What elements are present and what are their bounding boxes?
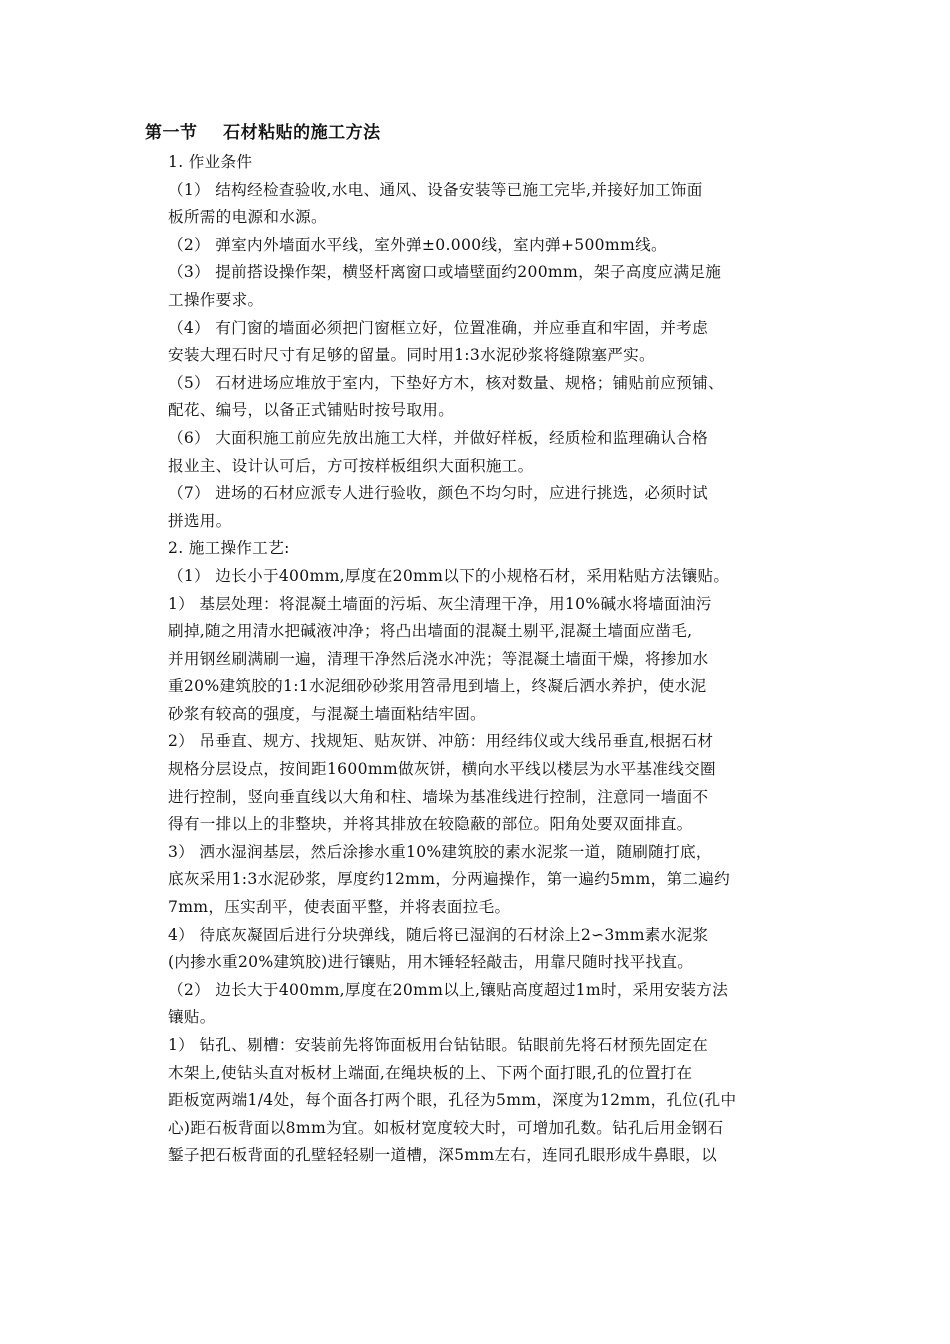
text-line: 镶贴。 — [168, 1008, 216, 1027]
text-line: 板所需的电源和水源。 — [168, 208, 327, 227]
text-line: 1. 作业条件 — [168, 153, 253, 171]
text-line: 拼选用。 — [168, 511, 232, 530]
text-line: （1） 结构经检查验收,水电、通风、设备安装等已施工完毕,并接好加工饰面 — [168, 180, 703, 199]
text-line: 2. 施工操作工艺: — [168, 539, 290, 558]
text-line: （5） 石材进场应堆放于室内，下垫好方木，核对数量、规格；铺贴前应预铺、 — [168, 373, 724, 392]
text-line: 1） 钻孔、剔槽：安装前先将饰面板用台钻钻眼。钻眼前先将石材预先固定在 — [168, 1036, 708, 1054]
text-line: （7） 进场的石材应派专人进行验收，颜色不均匀时，应进行挑选，必须时试 — [168, 484, 708, 503]
text-line: 木架上,使钻头直对板材上端面,在绳块板的上、下两个面打眼,孔的位置打在 — [168, 1063, 693, 1082]
text-line: 7mm，压实刮平，使表面平整，并将表面拉毛。 — [168, 898, 511, 917]
body-text — [168, 149, 808, 1170]
text-line: 配花、编号，以备正式铺贴时按号取用。 — [168, 401, 455, 420]
text-line: 进行控制，竖向垂直线以大角和柱、墙垛为基准线进行控制，注意同一墙面不 — [168, 787, 709, 806]
text-line: 工操作要求。 — [168, 290, 264, 309]
text-line: 底灰采用1:3水泥砂浆，厚度约12mm，分两遍操作，第一遍约5mm，第二遍约 — [168, 870, 731, 889]
text-line: 报业主、设计认可后，方可按样板组织大面积施工。 — [168, 456, 534, 475]
text-line: （4） 有门窗的墙面必须把门窗框立好，位置准确，并应垂直和牢固，并考虑 — [168, 318, 708, 337]
text-line: 规格分层设点，按间距1600mm做灰饼，横向水平线以楼层为水平基准线交圈 — [168, 760, 716, 779]
text-line: 1） 基层处理：将混凝土墙面的污垢、灰尘清理干净，用10%碱水将墙面油污 — [168, 594, 712, 613]
text-line: 刷掉,随之用清水把碱液冲净；将凸出墙面的混凝土剔平,混凝土墙面应凿毛, — [168, 622, 693, 641]
text-line: （3） 提前搭设操作架，横竖杆离窗口或墙壁面约200mm，架子高度应满足施 — [168, 263, 722, 282]
text-line: （1） 边长小于400mm,厚度在20mm以下的小规格石材，采用粘贴方法镶贴。 — [168, 566, 730, 585]
text-line: 錾子把石板背面的孔壁轻轻剔一道槽，深5mm左右，连同孔眼形成牛鼻眼，以 — [168, 1146, 717, 1165]
text-line: 砂浆有较高的强度，与混凝土墙面粘结牢固。 — [168, 704, 486, 723]
text-line: 3） 洒水湿润基层，然后涂掺水重10%建筑胶的素水泥浆一道，随刷随打底， — [168, 842, 712, 861]
text-line: 重20%建筑胶的1:1水泥细砂砂浆用笤帚甩到墙上，终凝后洒水养护，使水泥 — [168, 677, 707, 696]
text-line: 4） 待底灰凝固后进行分块弹线，随后将已湿润的石材涂上2∽3mm素水泥浆 — [168, 925, 709, 944]
text-line: (内掺水重20%建筑胶)进行镶贴，用木锤轻轻敲击，用靠尺随时找平找直。 — [168, 953, 694, 972]
text-line: 得有一排以上的非整块，并将其排放在较隐蔽的部位。阳角处要双面排直。 — [168, 815, 693, 834]
text-line: 心)距石板背面以8mm为宜。如板材宽度较大时，可增加孔数。钻孔后用金钢石 — [168, 1118, 724, 1137]
text-line: 安装大理石时尺寸有足够的留量。同时用1:3水泥砂浆将缝隙塞严实。 — [168, 346, 655, 365]
text-line: 距板宽两端1/4处，每个面各打两个眼，孔径为5mm，深度为12mm，孔位(孔中 — [168, 1091, 737, 1110]
text-line: 并用钢丝刷满刷一遍，清理干净然后浇水冲洗；等混凝土墙面干燥，将掺加水 — [168, 649, 709, 668]
text-line: （2） 边长大于400mm,厚度在20mm以上,镶贴高度超过1m时，采用安装方法 — [168, 980, 729, 999]
text-line: （6） 大面积施工前应先放出施工大样，并做好样板，经质检和监理确认合格 — [168, 428, 708, 447]
section-heading: 第一节 石材粘贴的施工方法 — [145, 123, 381, 143]
text-line: 2） 吊垂直、规方、找规矩、贴灰饼、冲筋：用经纬仪或大线吊垂直,根据石材 — [168, 732, 714, 751]
text-line: （2） 弹室内外墙面水平线，室外弹±0.000线，室内弹+500mm线。 — [168, 235, 667, 254]
